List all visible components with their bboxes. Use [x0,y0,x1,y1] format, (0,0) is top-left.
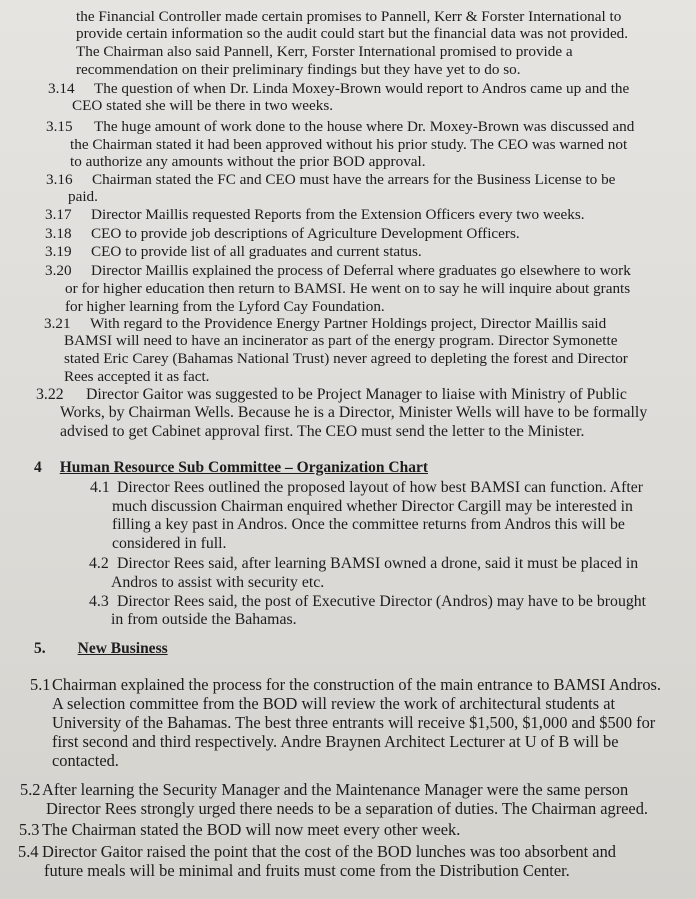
text-line: Director Gaitor raised the point that the cost of the BOD lunches was too absorbent and [42,842,616,861]
text-line: advised to get Cabinet approval first. The CEO must send the letter to the Minister. [60,423,585,440]
text-line: Director Maillis explained the process of Deferral where graduates go elsewhere to work [91,262,631,279]
item-number: 3.22 [36,386,64,403]
text-line: future meals will be minimal and fruits must come from the Distribution Center. [44,861,570,880]
text-line: The huge amount of work done to the house where Dr. Moxey-Brown was discussed and [94,118,635,135]
text-line: CEO to provide job descriptions of Agriculture Development Officers. [91,225,520,242]
text-line: CEO stated she will be there in two weeks. [72,97,334,114]
text-line: much discussion Chairman enquired whether Director Cargill may be interested in [112,498,633,515]
section-number: 4 [34,459,42,476]
item-number: 5.3 [19,820,40,839]
section-title: New Business [77,640,168,657]
item-number: 3.14 [48,80,75,97]
text-line: first second and third respectively. Andre Braynen Architect Lecturer at U of B will be [52,732,619,751]
text-line: Director Rees strongly urged there needs to be a separation of duties. The Chairman agreed. [46,799,649,818]
section-5-heading [34,640,168,658]
text-line: Works, by Chairman Wells. Because he is a Director, Minister Wells will have to be formally [60,404,648,421]
text-line: After learning the Security Manager and the Maintenance Manager were the same person [42,780,629,799]
text-line: The Chairman stated the BOD will now meet every other week. [42,820,461,839]
section-title: Human Resource Sub Committee – Organization Chart [59,459,428,476]
text-line: Director Gaitor was suggested to be Project Manager to liaise with Ministry of Public [86,386,627,403]
item-number: 3.18 [45,225,72,242]
item-number: 4.1 [90,479,110,496]
text-line: University of the Bahamas. The best three entrants will receive $1,500, $1,000 and $500 for [52,713,656,732]
item-number: 5.4 [18,842,39,861]
text-line: in from outside the Bahamas. [111,611,297,628]
text-line: Director Rees said, after learning BAMSI owned a drone, said it must be placed in [117,555,639,572]
text-line: Chairman explained the process for the construction of the main entrance to BAMSI Andros. [52,675,662,694]
item-number: 5.2 [20,780,41,799]
item-number: 3.16 [46,171,73,188]
text-line: Director Rees outlined the proposed layout of how best BAMSI can function. After [117,479,644,496]
text-line: The Chairman also said Pannell, Kerr, Forster International promised to provide a [76,43,573,60]
text-line: With regard to the Providence Energy Partner Holdings project, Director Maillis said [90,315,607,332]
text-line: Chairman stated the FC and CEO must have the arrears for the Business License to be [92,171,616,188]
item-number: 5.1 [30,675,51,694]
text-line: paid. [68,188,98,205]
item-number: 3.21 [44,315,71,332]
text-line: the Financial Controller made certain promises to Pannell, Kerr & Forster International to [76,8,622,25]
text-line: Rees accepted it as fact. [64,368,210,385]
text-line: considered in full. [112,535,227,552]
item-number: 4.2 [89,555,109,572]
text-line: for higher learning from the Lyford Cay Foundation. [65,298,385,315]
section-4-heading [34,459,428,477]
item-number: 4.3 [89,593,109,610]
item-number: 3.15 [46,118,73,135]
item-number: 3.17 [45,206,72,223]
text-line: stated Eric Carey (Bahamas National Trust) never agreed to depleting the forest and Director [64,350,628,367]
text-line: the Chairman stated it had been approved without his prior study. The CEO was warned not [70,136,628,153]
text-line: The question of when Dr. Linda Moxey-Brown would report to Andros came up and the [94,80,630,97]
text-line: to authorize any amounts without the prior BOD approval. [70,153,426,170]
text-line: A selection committee from the BOD will review the work of architectural students at [52,694,616,713]
text-line: BAMSI will need to have an incinerator as part of the energy program. Director Symonette [64,332,618,349]
text-line: contacted. [52,751,119,770]
text-line: CEO to provide list of all graduates and current status. [91,243,422,260]
text-line: or for higher education then return to BAMSI. He went on to say he will inquire about grants [65,280,631,297]
section-number: 5. [34,640,46,657]
text-line: filling a key past in Andros. Once the committee returns from Andros this will be [112,516,625,533]
text-line: Director Rees said, the post of Executive Director (Andros) may have to be brought [117,593,647,610]
text-line: Director Maillis requested Reports from the Extension Officers every two weeks. [91,206,585,223]
text-line: provide certain information so the audit could start but the financial data was not provided. [76,25,629,42]
text-line: Andros to assist with security etc. [111,574,325,591]
item-number: 3.19 [45,243,72,260]
text-line: recommendation on their preliminary findings but they have yet to do so. [76,61,521,78]
item-number: 3.20 [45,262,72,279]
